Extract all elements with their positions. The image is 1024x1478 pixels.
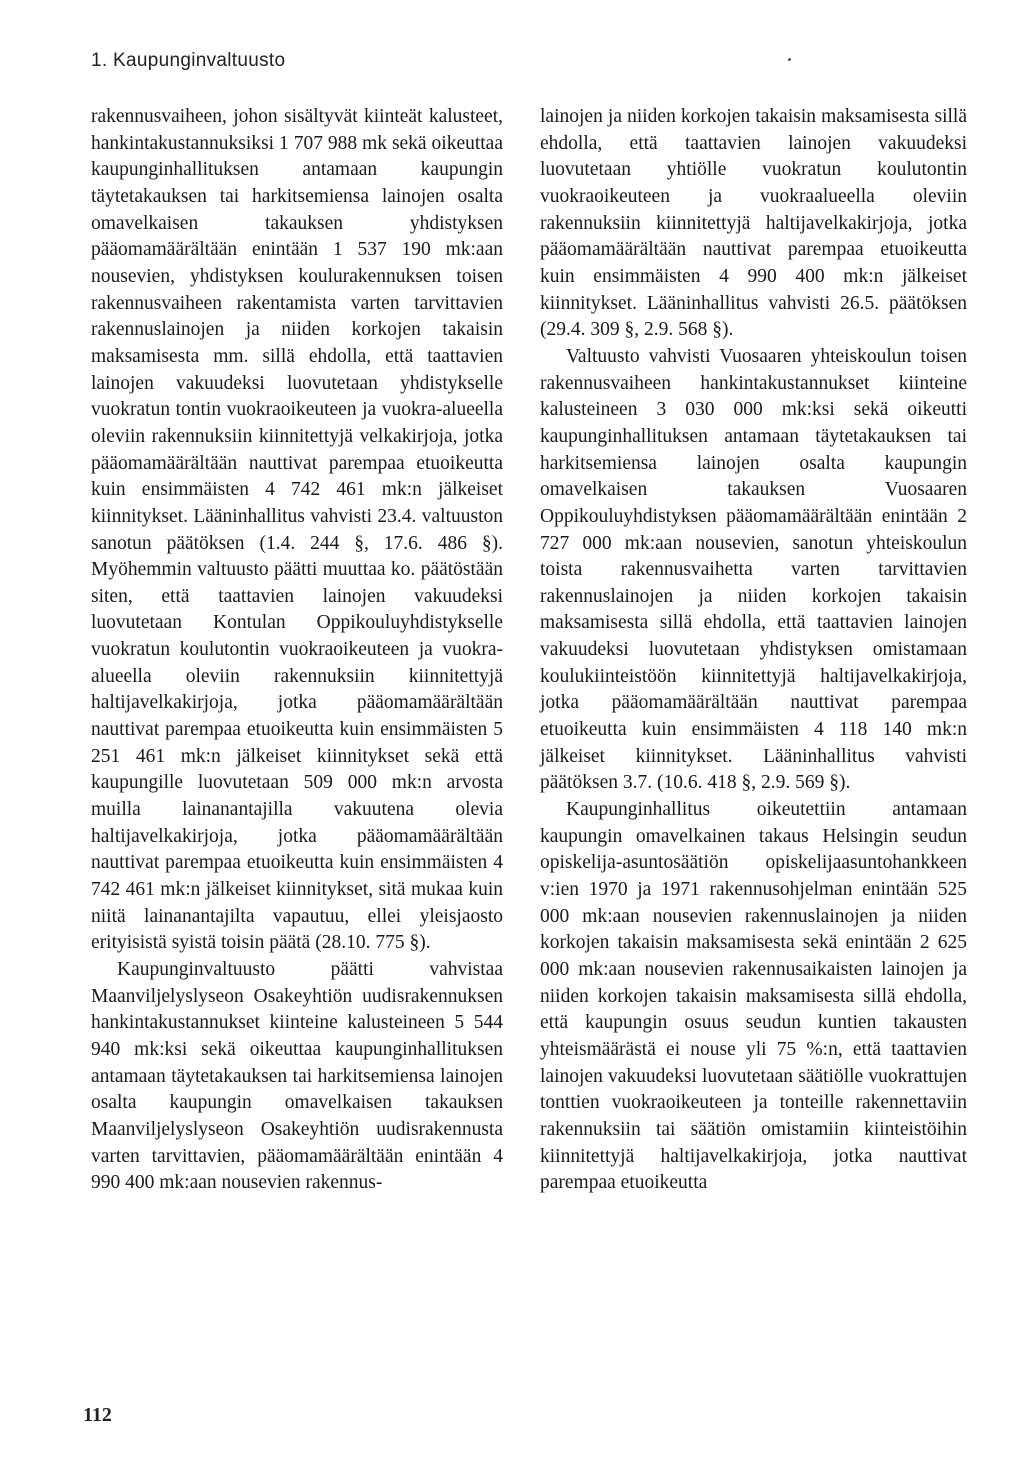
left-text-column xyxy=(91,104,503,1197)
right-paragraph-1: lainojen ja niiden korkojen takaisin maksamisesta sillä ehdolla, että taattavien lainojen vakuudeksi luovutetaan yhtiölle vuokratun koulutontin vuokraoikeuteen ja vuokraalueella oleviin rakennuksiin kiinnitettyjä haltijavelkakirjoja, jotka pääomamäärältään nauttivat parempaa etuoikeutta kuin ensimmäisten 4 990 400 mk:n jälkeiset kiinnitykset. Lääninhallitus vahvisti 26.5. päätöksen (29.4. 309 §, 2.9. 568 §). xyxy=(540,106,967,341)
running-header: 1. Kaupunginvaltuusto xyxy=(91,50,286,71)
right-paragraph-3: Kaupunginhallitus oikeutettiin antamaan kaupungin omavelkainen takaus Helsingin seudun opiskelija-asuntosäätiön opiskelijaasuntohankkeen v:ien 1970 ja 1971 rakennusohjelman enintään 525 000 mk:aan nousevien rakennuslainojen ja niiden korkojen takaisin maksamisesta sekä enintään 2 625 000 mk:aan nousevien rakennusaikaisten lainojen ja niiden korkojen takaisin maksamisesta sillä ehdolla, että kaupungin osuus seudun kuntien takausten yhteismäärästä ei nouse yli 75 %:n, että taattavien lainojen vakuudeksi luovutetaan säätiölle vuokrattujen tonttien vuokraoikeuteen ja tonteille rakennettaviin rakennuksiin tai säätiön omistamiin kiinteistöihin kiinnitettyjä haltijavelkakirjoja, jotka nauttivat parempaa etuoikeutta xyxy=(540,799,967,1194)
right-text-column xyxy=(540,104,967,1197)
right-paragraph-2: Valtuusto vahvisti Vuosaaren yhteiskoulun toisen rakennusvaiheen hankintakustannukset kiinteine kalusteineen 3 030 000 mk:ksi sekä oikeutti kaupunginhallituksen antamaan täytetakauksen tai harkitsemiensa lainojen osalta kaupungin omavelkaisen takauksen Vuosaaren Oppikouluyhdistyksen pääomamäärältään enintään 2 727 000 mk:aan nousevien, sanotun yhteiskoulun toista rakennusvaihetta varten tarvittavien rakennuslainojen ja niiden korkojen takaisin maksamisesta sillä ehdolla, että taattavien lainojen vakuudeksi luovutetaan yhdistyksen omistamaan koulukiinteistöön kiinnitettyjä haltijavelkakirjoja, jotka pääomamäärältään nauttivat parempaa etuoikeutta kuin ensimmäisten 4 118 140 mk:n jälkeiset kiinnitykset. Lääninhallitus vahvisti päätöksen 3.7. (10.6. 418 §, 2.9. 569 §). xyxy=(540,345,967,794)
page-number: 112 xyxy=(83,1404,112,1426)
left-paragraph-2: Kaupunginvaltuusto päätti vahvistaa Maanviljelyslyseon Osakeyhtiön uudisrakennuksen hankintakustannukset kiinteine kalusteineen 5 544 940 mk:ksi sekä oikeuttaa kaupunginhallituksen antamaan täytetakauksen tai harkitsemiensa lainojen osalta kaupungin omavelkaisen takauksen Maanviljelyslyseon Osakeyhtiön uudisrakennusta varten tarvittavien, pääomamäärältään enintään 4 990 400 mk:aan nousevien rakennus- xyxy=(91,959,503,1194)
left-paragraph-1: rakennusvaiheen, johon sisältyvät kiinteät kalusteet, hankintakustannuksiksi 1 707 988 mk sekä oikeuttaa kaupunginhallituksen antamaan kaupungin täytetakauksen tai harkitsemiensa lainojen osalta omavelkaisen takauksen yhdistyksen pääomamäärältään enintään 1 537 190 mk:aan nousevien, yhdistyksen koulurakennuksen toisen rakennusvaiheen rakentamista varten tarvittavien rakennuslainojen ja niiden korkojen takaisin maksamisesta mm. sillä ehdolla, että taattavien lainojen vakuudeksi luovutetaan yhdistykselle vuokratun tontin vuokraoikeuteen ja vuokra-alueella oleviin rakennuksiin kiinnitettyjä velkakirjoja, jotka pääomamäärältään nauttivat parempaa etuoikeutta kuin ensimmäisten 4 742 461 mk:n jälkeiset kiinnitykset. Lääninhallitus vahvisti 23.4. valtuuston sanotun päätöksen (1.4. 244 §, 17.6. 486 §). Myöhemmin valtuusto päätti muuttaa ko. päätöstään siten, että taattavien lainojen vakuudeksi luovutetaan Kontulan Oppikouluyhdistykselle vuokratun koulutontin vuokraoikeuteen ja vuokra-alueella oleviin rakennuksiin kiinnitettyjä haltijavelkakirjoja, jotka pääomamäärältään nauttivat parempaa etuoikeutta kuin ensimmäisten 5 251 461 mk:n jälkeiset kiinnitykset sekä että kaupungille luovutetaan 509 000 mk:n arvosta muilla lainanantajilla vakuutena olevia haltijavelkakirjoja, jotka pääomamäärältään nauttivat parempaa etuoikeutta kuin ensimmäisten 4 742 461 mk:n jälkeiset kiinnitykset, sitä mukaa kuin niitä lainanantajilta vapautuu, ellei yleisjaosto erityisistä syistä toisin päätä (28.10. 775 §). xyxy=(91,106,503,954)
header-dot-mark xyxy=(788,58,791,61)
